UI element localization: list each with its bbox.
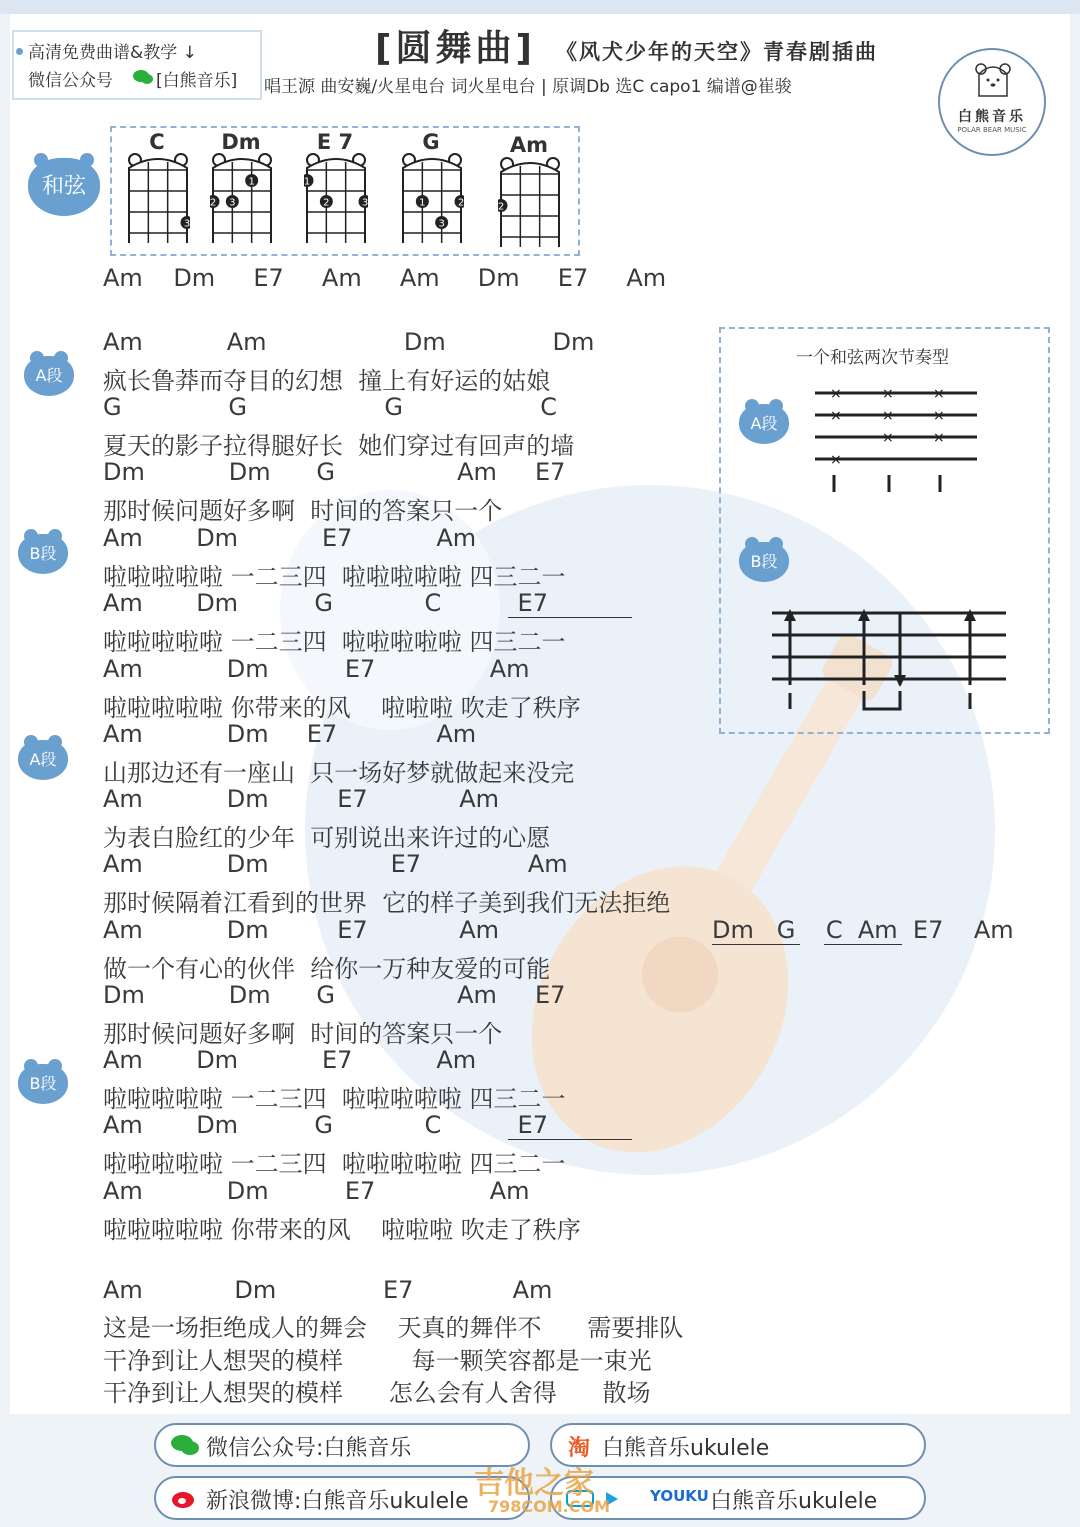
promo-line-2: 微信公众号 xyxy=(28,71,113,91)
lyric-line: 疯长鲁莽而夺目的幻想 撞上有好运的姑娘 xyxy=(103,367,551,395)
chord-line: Am Dm E7 Am xyxy=(103,720,477,748)
rhythm-label-b: B段 xyxy=(739,542,789,582)
chord-diagram xyxy=(400,148,464,243)
section-label-a1: A段 xyxy=(24,356,74,396)
chord-line: Am Dm E7 Am xyxy=(103,655,530,683)
ending-chords: Am Dm E7 Am xyxy=(103,1276,553,1304)
chord-line: Am Dm E7 Am xyxy=(103,1046,477,1074)
chord-line: Dm Dm G Am E7 xyxy=(103,981,566,1009)
lyric-line: 夏天的影子拉得腿好长 她们穿过有回声的墙 xyxy=(103,432,575,460)
rhythm-pattern-a xyxy=(800,380,990,500)
lyric-line: 山那边还有一座山 只一场好梦就做起来没完 xyxy=(103,759,575,787)
footer-taobao[interactable] xyxy=(550,1423,926,1467)
chord-diagram xyxy=(126,148,190,243)
wechat-icon xyxy=(170,1433,200,1457)
svg-text:×: × xyxy=(933,430,945,446)
chords-label-badge: 和弦 xyxy=(28,158,100,216)
section-label-b2: B段 xyxy=(18,1064,68,1104)
chord-diagram xyxy=(498,152,562,247)
section-label-a2: A段 xyxy=(18,740,68,780)
svg-text:2: 2 xyxy=(210,197,217,209)
page-subtitle: 《风犬少年的天空》青春剧插曲 xyxy=(556,40,878,64)
footer-video-text: 白熊音乐ukulele xyxy=(710,1489,878,1514)
outro-chords: Dm G C Am E7 Am xyxy=(712,916,1014,944)
promo-line-1: 高清免费曲谱&教学 ↓ xyxy=(28,43,197,63)
svg-text:×: × xyxy=(830,408,842,424)
ending-lyric-1: 这是一场拒绝成人的舞会 天真的舞伴不 需要排队 xyxy=(103,1314,684,1342)
polar-bear-icon xyxy=(973,60,1013,100)
lyric-line: 那时候隔着江看到的世界 它的样子美到我们无法拒绝 xyxy=(103,889,671,917)
rhythm-pattern-b xyxy=(770,605,1010,715)
chord-name: C xyxy=(149,130,165,154)
svg-text:1: 1 xyxy=(304,176,311,188)
svg-text:2: 2 xyxy=(457,197,464,209)
svg-text:×: × xyxy=(933,408,945,424)
lyric-line: 啦啦啦啦啦 你带来的风 啦啦啦 吹走了秩序 xyxy=(103,1216,581,1244)
section-label-b1: B段 xyxy=(18,534,68,574)
svg-text:3: 3 xyxy=(229,197,236,209)
svg-text:×: × xyxy=(830,452,842,468)
lyric-line: 为表白脸红的少年 可别说出来许过的心愿 xyxy=(103,824,551,852)
watermark: 吉他之家 xyxy=(474,1466,594,1501)
lyric-line: 啦啦啦啦啦 一二三四 啦啦啦啦啦 四三二一 xyxy=(103,1150,566,1178)
svg-text:2: 2 xyxy=(498,201,505,213)
lyric-line: 做一个有心的伙伴 给你一万种友爱的可能 xyxy=(103,955,551,983)
lyric-line: 啦啦啦啦啦 一二三四 啦啦啦啦啦 四三二一 xyxy=(103,1085,566,1113)
lyric-line: 那时候问题好多啊 时间的答案只一个 xyxy=(103,1020,503,1048)
svg-text:1: 1 xyxy=(248,176,255,188)
lyric-line: 啦啦啦啦啦 你带来的风 啦啦啦 吹走了秩序 xyxy=(103,694,581,722)
chord-name: E 7 xyxy=(316,130,354,154)
chord-line: Am Dm E7 Am xyxy=(103,785,500,813)
svg-text:×: × xyxy=(830,386,842,402)
svg-text:×: × xyxy=(882,408,894,424)
brand-logo xyxy=(938,48,1046,156)
logo-name-en: POLAR BEAR MUSIC xyxy=(957,126,1027,134)
rhythm-panel-title: 一个和弦两次节奏型 xyxy=(796,348,949,368)
ending-lyric-3: 干净到让人想哭的模样 怎么会有人舍得 散场 xyxy=(103,1379,651,1407)
youku-icon: YOUKU xyxy=(650,1487,709,1505)
chord-diagram xyxy=(304,148,368,243)
svg-text:×: × xyxy=(933,386,945,402)
footer-wechat-text: 微信公众号:白熊音乐 xyxy=(206,1436,412,1461)
wechat-icon xyxy=(132,68,154,86)
top-bar xyxy=(0,0,1080,14)
lyric-line: 啦啦啦啦啦 一二三四 啦啦啦啦啦 四三二一 xyxy=(103,563,566,591)
chord-line: Am Dm E7 Am xyxy=(103,916,500,944)
svg-text:2: 2 xyxy=(323,197,330,209)
footer-taobao-text: 白熊音乐ukulele xyxy=(602,1436,770,1461)
lyric-line: 那时候问题好多啊 时间的答案只一个 xyxy=(103,497,503,525)
chord-line: Am Dm E7 Am xyxy=(103,1177,530,1205)
footer-weibo-text: 新浪微博:白熊音乐ukulele xyxy=(206,1489,469,1514)
chord-line: Dm Dm G Am E7 xyxy=(103,458,566,486)
chord-underline xyxy=(508,617,632,618)
chord-line: Am Dm G C E7 xyxy=(103,1111,548,1139)
svg-text:3: 3 xyxy=(361,197,368,209)
promo-box xyxy=(12,30,262,100)
chord-underline xyxy=(508,1139,632,1140)
chord-name: Am xyxy=(509,133,549,157)
chord-line: Am Am Dm Dm xyxy=(103,328,595,356)
chord-name: Dm xyxy=(221,130,261,154)
chord-line: Am Dm E7 Am xyxy=(103,524,477,552)
svg-text:×: × xyxy=(882,386,894,402)
taobao-icon: 淘 xyxy=(568,1436,591,1461)
weibo-icon xyxy=(170,1486,200,1510)
outro-underline xyxy=(712,944,800,945)
promo-dot xyxy=(16,48,23,55)
chord-name: G xyxy=(422,130,440,154)
chord-line: Am Dm E7 Am xyxy=(103,850,568,878)
credits-line: 唱王源 曲安巍/火星电台 词火星电台 | 原调Db 选C capo1 编谱@崔骏 xyxy=(264,77,792,97)
chord-diagram xyxy=(210,148,274,243)
logo-name-cn: 白熊音乐 xyxy=(958,109,1026,125)
watermark-url: 798COM.COM xyxy=(488,1497,611,1516)
rhythm-label-a: A段 xyxy=(739,404,789,444)
page-title: [圆舞曲] xyxy=(375,28,536,69)
chord-line: G G G C xyxy=(103,393,557,421)
svg-text:×: × xyxy=(882,430,894,446)
svg-text:1: 1 xyxy=(419,197,426,209)
ending-lyric-2: 干净到让人想哭的模样 每一颗笑容都是一束光 xyxy=(103,1347,652,1375)
outro-underline xyxy=(824,944,902,945)
intro-chords: Am Dm E7 Am Am Dm E7 Am xyxy=(103,264,667,292)
svg-text:3: 3 xyxy=(438,218,445,230)
svg-text:3: 3 xyxy=(183,218,190,230)
lyric-line: 啦啦啦啦啦 一二三四 啦啦啦啦啦 四三二一 xyxy=(103,628,566,656)
promo-handle: [白熊音乐] xyxy=(156,71,238,91)
chord-line: Am Dm G C E7 xyxy=(103,589,548,617)
